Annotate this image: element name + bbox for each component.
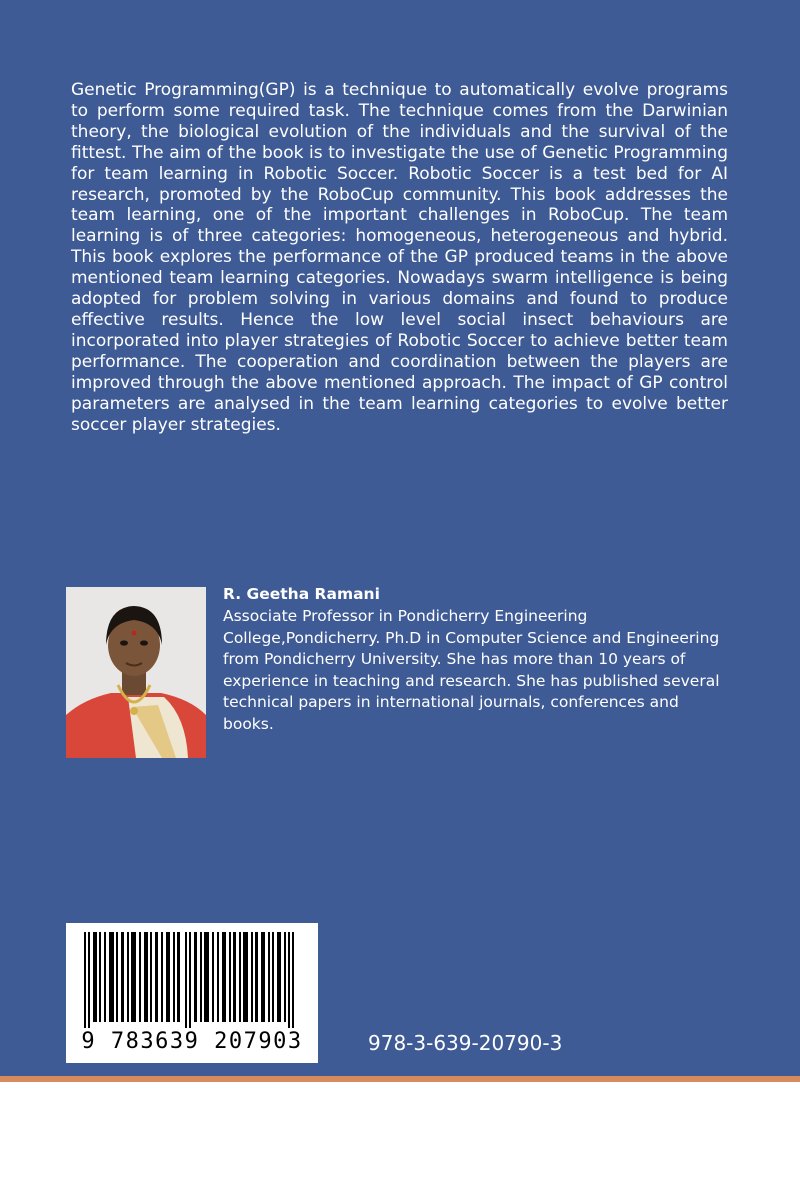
- bottom-accent-strip: [0, 1076, 800, 1082]
- barcode: [66, 923, 318, 1063]
- author-name: R. Geetha Ramani: [223, 585, 380, 603]
- author-photo: [66, 587, 206, 758]
- barcode-bars: [84, 932, 300, 1028]
- barcode-digits: 9 783639 207903: [81, 1029, 303, 1054]
- book-blurb: Genetic Programming(GP) is a technique to automatically evolve programs to perform some required task. The technique comes from the Darwinian theory, the biological evolution of the individuals and the survival of the fittest. The aim of the book is to investigate the use of Genetic Programming for team learning in Robotic Soccer. Robotic Soccer is a test bed for AI research, promoted by the RoboCup community. This book addresses the team learning, one of the important challenges in RoboCup. The team learning is of three categories: homogeneous, heterogeneous and hybrid. This book explores the performance of the GP produced teams in the above mentioned team learning categories. Nowadays swarm intelligence is being adopted for problem solving in various domains and found to produce effective results. Hence the low level social insect behaviours are incorporated into player strategies of Robotic Soccer to achieve better team performance. The cooperation and coordination between the players are improved through the above mentioned approach. The impact of GP control parameters are analysed in the team learning categories to evolve better soccer player strategies.: [71, 80, 728, 435]
- isbn-number: 978-3-639-20790-3: [368, 1031, 563, 1055]
- author-bio: Associate Professor in Pondicherry Engineering College,Pondicherry. Ph.D in Computer Science and Engineering from Pondicherry University. She has more than 10 years of experience in teaching and research. She has published several technical papers in international journals, conferences and books.: [223, 607, 720, 733]
